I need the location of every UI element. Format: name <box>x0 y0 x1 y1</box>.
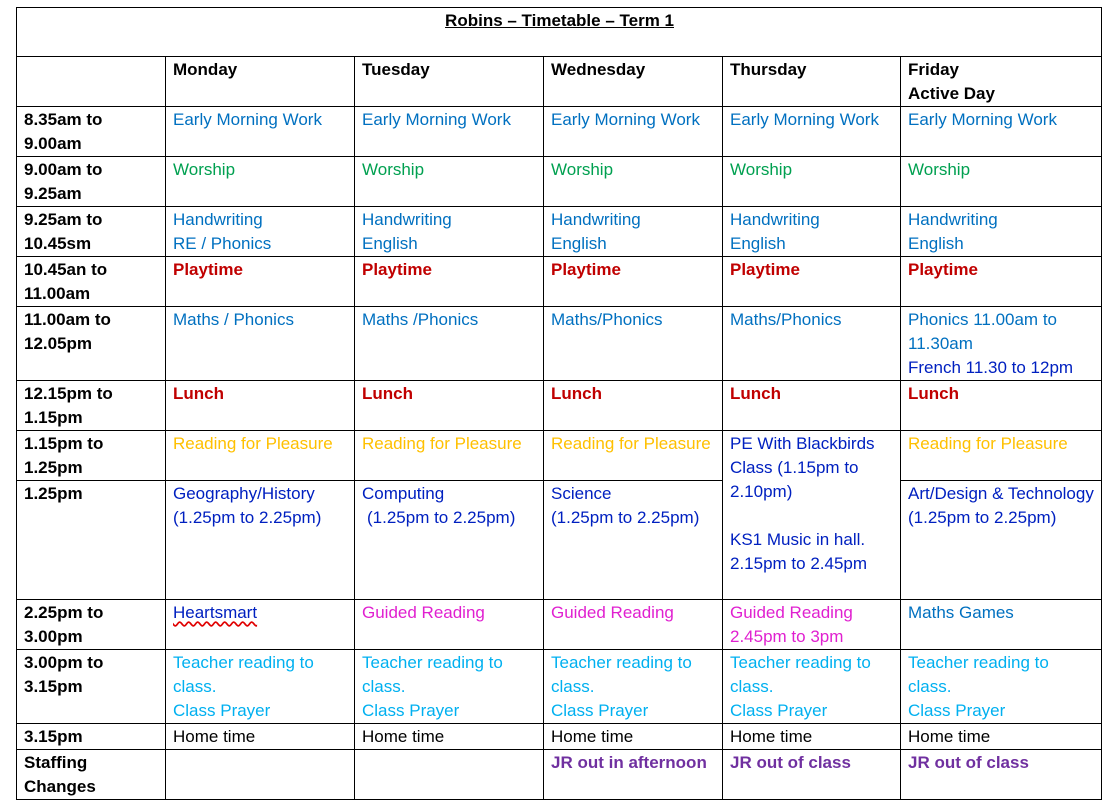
time-staffing: Staffing Changes <box>17 750 166 800</box>
cell-mon-teacher <box>166 650 355 724</box>
timetable <box>16 7 1102 800</box>
prayer-label: Class Prayer <box>730 701 828 720</box>
cell-tue-handwriting <box>355 207 544 257</box>
cell-wed-handwriting <box>544 207 723 257</box>
cell-thu-lunch: Lunch <box>723 381 901 431</box>
corner-cell <box>17 57 166 107</box>
cell-fri-worship: Worship <box>901 157 1102 207</box>
cell-thu-home: Home time <box>723 724 901 750</box>
friday-subtitle: Active Day <box>908 84 995 103</box>
time-range-label: (1.25pm to 2.25pm) <box>908 508 1057 527</box>
cell-thu-guided <box>723 600 901 650</box>
cell-fri-handwriting <box>901 207 1102 257</box>
cell-mon-worship: Worship <box>166 157 355 207</box>
cell-tue-maths: Maths /Phonics <box>355 307 544 381</box>
thu-music-label: KS1 Music in hall. 2.15pm to 2.45pm <box>730 530 868 573</box>
fri-art-label: Art/Design & Technology <box>908 484 1094 503</box>
cell-mon-guided <box>166 600 355 650</box>
cell-mon-emw: Early Morning Work <box>166 107 355 157</box>
cell-mon-afternoon <box>166 481 355 600</box>
cell-thu-playtime: Playtime <box>723 257 901 307</box>
fri-phonics-label: Phonics 11.00am to 11.30am <box>908 310 1057 353</box>
cell-wed-home: Home time <box>544 724 723 750</box>
teacher-label: Teacher reading to class. <box>173 653 314 696</box>
cell-tue-playtime: Playtime <box>355 257 544 307</box>
re-phonics-label: RE / Phonics <box>173 234 272 253</box>
cell-mon-maths: Maths / Phonics <box>166 307 355 381</box>
time-playtime: 10.45an to 11.00am <box>17 257 166 307</box>
friday-label: Friday <box>908 60 960 79</box>
handwriting-label: Handwriting <box>362 210 452 229</box>
cell-fri-maths <box>901 307 1102 381</box>
cell-wed-staffing: JR out in afternoon <box>544 750 723 800</box>
time-reading: 1.15pm to 1.25pm <box>17 431 166 481</box>
time-handwriting: 9.25am to 10.45sm <box>17 207 166 257</box>
time-range-label: (1.25pm to 2.25pm) <box>173 508 322 527</box>
cell-tue-emw: Early Morning Work <box>355 107 544 157</box>
english-label: English <box>908 234 964 253</box>
time-teacher: 3.00pm to 3.15pm <box>17 650 166 724</box>
cell-mon-reading: Reading for Pleasure <box>166 431 355 481</box>
english-label: English <box>362 234 418 253</box>
day-wednesday: Wednesday <box>544 57 723 107</box>
cell-tue-lunch: Lunch <box>355 381 544 431</box>
handwriting-label: Handwriting <box>551 210 641 229</box>
title-cell <box>17 8 1102 57</box>
fri-french-label: French 11.30 to 12pm <box>908 358 1074 377</box>
prayer-label: Class Prayer <box>173 701 271 720</box>
cell-fri-afternoon <box>901 481 1102 600</box>
cell-tue-teacher <box>355 650 544 724</box>
cell-wed-lunch: Lunch <box>544 381 723 431</box>
cell-thu-emw: Early Morning Work <box>723 107 901 157</box>
cell-tue-home: Home time <box>355 724 544 750</box>
cell-fri-lunch: Lunch <box>901 381 1102 431</box>
thu-pe-label: PE With Blackbirds Class (1.15pm to 2.10pm) <box>730 434 875 501</box>
page-title: Robins – Timetable – Term 1 <box>445 11 674 30</box>
english-label: English <box>730 234 786 253</box>
cell-thu-worship: Worship <box>723 157 901 207</box>
thu-guided-time: 2.45pm to 3pm <box>730 627 844 646</box>
cell-fri-reading: Reading for Pleasure <box>901 431 1102 481</box>
prayer-label: Class Prayer <box>362 701 460 720</box>
time-emw: 8.35am to 9.00am <box>17 107 166 157</box>
teacher-label: Teacher reading to class. <box>551 653 692 696</box>
cell-wed-emw: Early Morning Work <box>544 107 723 157</box>
teacher-label: Teacher reading to class. <box>362 653 503 696</box>
time-home: 3.15pm <box>17 724 166 750</box>
cell-mon-lunch: Lunch <box>166 381 355 431</box>
cell-tue-reading: Reading for Pleasure <box>355 431 544 481</box>
handwriting-label: Handwriting <box>173 210 263 229</box>
cell-wed-maths: Maths/Phonics <box>544 307 723 381</box>
cell-thu-teacher <box>723 650 901 724</box>
time-worship: 9.00am to 9.25am <box>17 157 166 207</box>
cell-tue-staffing <box>355 750 544 800</box>
cell-wed-guided: Guided Reading <box>544 600 723 650</box>
time-range-label: (1.25pm to 2.25pm) <box>367 508 516 527</box>
wed-sci-label: Science <box>551 484 612 503</box>
cell-tue-afternoon <box>355 481 544 600</box>
prayer-label: Class Prayer <box>908 701 1006 720</box>
cell-tue-guided: Guided Reading <box>355 600 544 650</box>
english-label: English <box>551 234 607 253</box>
time-maths: 11.00am to 12.05pm <box>17 307 166 381</box>
guided-label: Guided Reading <box>730 603 853 622</box>
time-guided: 2.25pm to 3.00pm <box>17 600 166 650</box>
heartsmart-label: Heartsmart <box>173 603 258 622</box>
mon-geo-label: Geography/History <box>173 484 315 503</box>
day-friday <box>901 57 1102 107</box>
cell-fri-home: Home time <box>901 724 1102 750</box>
handwriting-label: Handwriting <box>908 210 998 229</box>
tue-comp-label: Computing <box>362 484 445 503</box>
time-range-label: (1.25pm to 2.25pm) <box>551 508 700 527</box>
cell-mon-playtime: Playtime <box>166 257 355 307</box>
cell-mon-home: Home time <box>166 724 355 750</box>
cell-wed-afternoon <box>544 481 723 600</box>
cell-mon-staffing <box>166 750 355 800</box>
day-monday: Monday <box>166 57 355 107</box>
teacher-label: Teacher reading to class. <box>908 653 1049 696</box>
cell-wed-teacher <box>544 650 723 724</box>
time-lunch: 12.15pm to 1.15pm <box>17 381 166 431</box>
cell-mon-handwriting <box>166 207 355 257</box>
cell-fri-teacher <box>901 650 1102 724</box>
cell-thu-afternoon <box>723 431 901 600</box>
time-afternoon: 1.25pm <box>17 481 166 600</box>
cell-thu-maths: Maths/Phonics <box>723 307 901 381</box>
cell-fri-playtime: Playtime <box>901 257 1102 307</box>
cell-wed-worship: Worship <box>544 157 723 207</box>
cell-fri-staffing: JR out of class <box>901 750 1102 800</box>
cell-fri-emw: Early Morning Work <box>901 107 1102 157</box>
teacher-label: Teacher reading to class. <box>730 653 871 696</box>
cell-thu-staffing: JR out of class <box>723 750 901 800</box>
day-thursday: Thursday <box>723 57 901 107</box>
prayer-label: Class Prayer <box>551 701 649 720</box>
handwriting-label: Handwriting <box>730 210 820 229</box>
cell-fri-guided: Maths Games <box>901 600 1102 650</box>
day-tuesday: Tuesday <box>355 57 544 107</box>
cell-wed-playtime: Playtime <box>544 257 723 307</box>
cell-tue-worship: Worship <box>355 157 544 207</box>
cell-wed-reading: Reading for Pleasure <box>544 431 723 481</box>
cell-thu-handwriting <box>723 207 901 257</box>
